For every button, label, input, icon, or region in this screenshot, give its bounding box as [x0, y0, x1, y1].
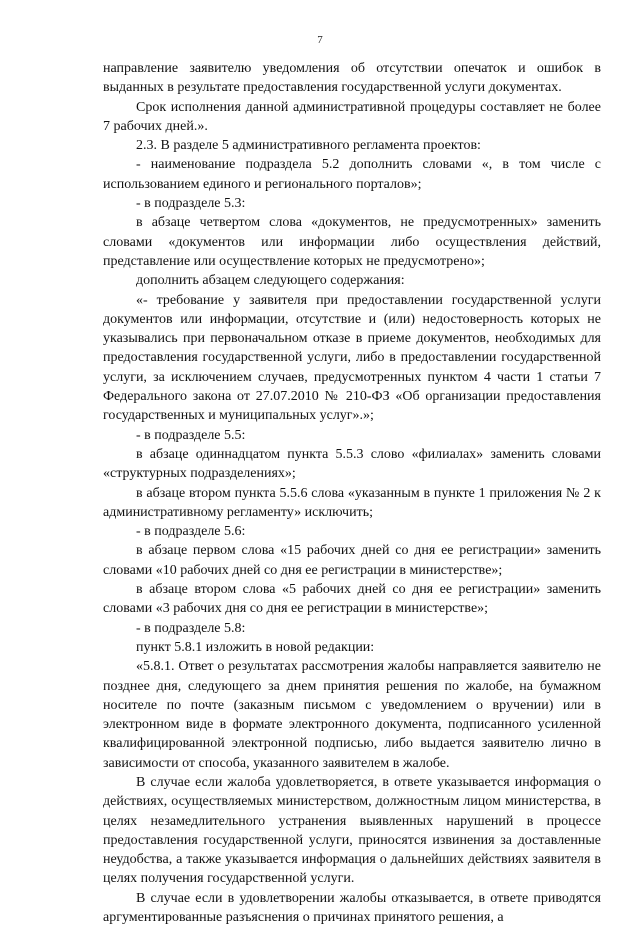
- paragraph-10: в абзаце одиннадцатом пункта 5.5.3 слово «филиалах» заменить словами «структурных подразделениях»;: [103, 446, 601, 482]
- page-number: 7: [317, 34, 323, 46]
- paragraph-13: в абзаце первом слова «15 рабочих дней со дня ее регистрации» заменить словами «10 рабочих дней со дня ее регистрации в министерстве»;: [103, 543, 601, 578]
- paragraph-7: дополнить абзацем следующего содержания:: [136, 273, 405, 289]
- paragraph-1: направление заявителю уведомления об отсутствии опечаток и ошибок в выданных в результате предоставления государственной услуги документах.: [103, 61, 601, 96]
- paragraph-2: Срок исполнения данной административной процедуры составляет не более 7 рабочих дней.».: [103, 99, 601, 134]
- paragraph-16: пункт 5.8.1 изложить в новой редакции:: [136, 639, 375, 655]
- paragraph-12: - в подразделе 5.6:: [136, 524, 246, 540]
- paragraph-4: - наименование подраздела 5.2 дополнить словами «, в том числе с использованием единого и регионального порталов»;: [103, 157, 601, 192]
- paragraph-18: В случае если жалоба удовлетворяется, в ответе указывается информация о действиях, осуществляемых министерством, должностным лицом министерства, в целях незамедлительного устранения выявленных нарушений в процессе предоставления государственной услуги, приносятся извинения за доставленные неудобства, а также указывается информация о дальнейших действиях заявителя в целях получения государственной услуги.: [103, 774, 601, 887]
- paragraph-11: в абзаце втором пункта 5.5.6 слова «указанным в пункте 1 приложения № 2 к административному регламенту» исключить;: [103, 485, 601, 520]
- document-body: [103, 59, 601, 927]
- paragraph-5: - в подразделе 5.3:: [136, 196, 246, 212]
- paragraph-8: «- требование у заявителя при предоставлении государственной услуги документов или информации, отсутствие и (или) недостоверность которых не указывались при первоначальном отказе в приеме документов, необходимых для предоставления государственной услуги, либо в предоставлении государственной услуги, за исключением случаев, предусмотренных пунктом 4 части 1 статьи 7 Федерального закона от 27.07.2010 № 210-ФЗ «Об организации предоставления государственных и муниципальных услуг».»;: [103, 292, 601, 424]
- paragraph-19: В случае если в удовлетворении жалобы отказывается, в ответе приводятся аргументированные разъяснения о причинах принятого решения, а: [103, 890, 601, 926]
- paragraph-15: - в подразделе 5.8:: [136, 620, 246, 636]
- paragraph-17: «5.8.1. Ответ о результатах рассмотрения жалобы направляется заявителю не позднее дня, следующего за днем принятия решения по жалобе, на бумажном носителе по почте (заказным письмом с уведомлением о вручении) или в электронном виде в формате электронного документа, подписанного усиленной квалифицированной электронной подписью, либо выдается заявителю лично в зависимости от способа, указанного заявителем в жалобе.: [103, 659, 601, 771]
- paragraph-6: в абзаце четвертом слова «документов, не предусмотренных» заменить словами «документов или информации либо осуществления действий, представление или осуществление которых не предусмотрено»;: [103, 215, 601, 269]
- paragraph-14: в абзаце втором слова «5 рабочих дней со дня ее регистрации» заменить словами «3 рабочих дня со дня ее регистрации в министерстве»;: [103, 582, 601, 617]
- paragraph-3: 2.3. В разделе 5 административного регламента проектов:: [136, 138, 481, 154]
- paragraph-9: - в подразделе 5.5:: [136, 427, 246, 443]
